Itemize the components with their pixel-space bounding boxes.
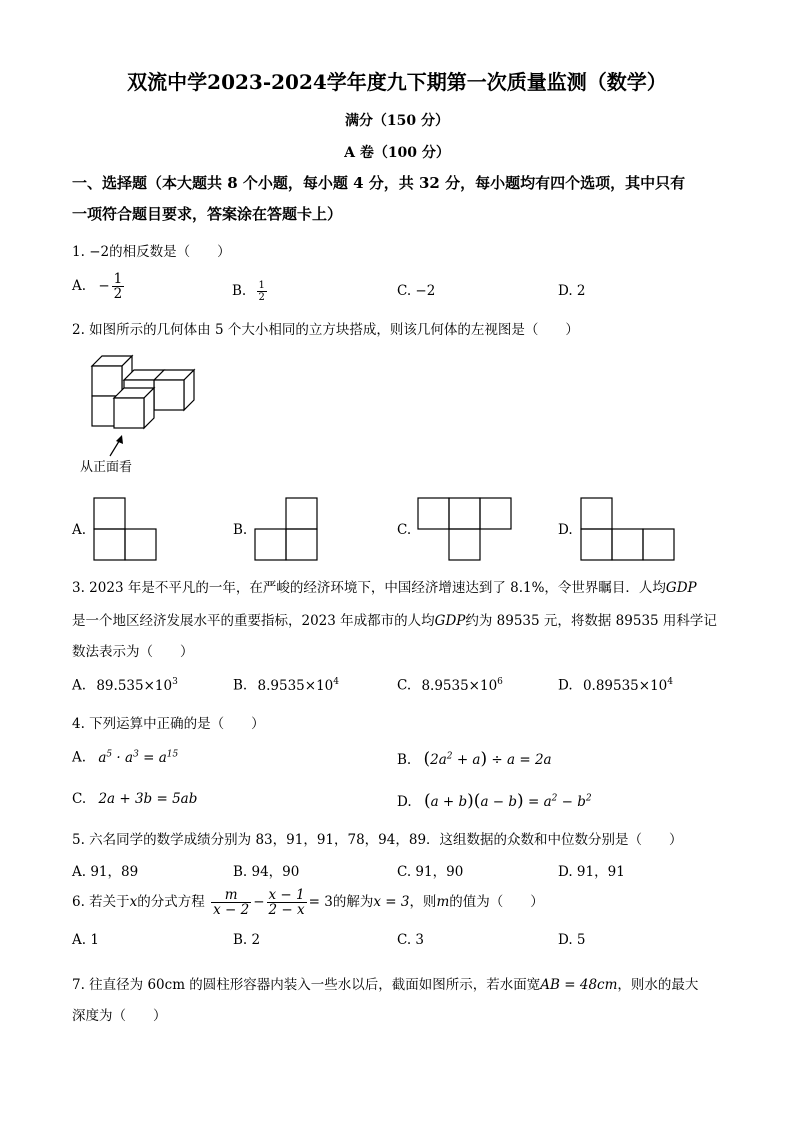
q1-number: 1. [72,244,85,260]
q4-c-expression: 2a + 3b = 5ab [98,791,198,807]
q2-option-b-figure[interactable] [254,497,318,561]
exponent: 6 [497,677,503,687]
numerator: m [211,888,251,903]
q6-option-b[interactable]: B. 2 [233,932,261,948]
q5-option-c[interactable]: C. 91，90 [397,864,464,880]
gdp-symbol: GDP [434,613,466,629]
q4-option-c[interactable] [72,791,197,807]
q4-option-b[interactable] [397,749,552,769]
q1-expression: −2 [89,244,110,260]
q6-text: 的解为 [332,894,374,910]
option-label: B. [233,677,248,694]
option-value: 89.535×10 [96,677,173,694]
numerator: 1 [113,271,123,287]
option-label: D. [397,794,412,810]
variable-x: x [129,894,138,910]
solution: x = 3 [373,894,410,910]
q2-stem: 2. 如图所示的几何体由 5 个大小相同的立方块搭成，则该几何体的左视图是（ ） [72,322,579,338]
exponent: 4 [333,677,339,687]
water-width: AB = 48cm [540,977,618,993]
option-label: B. [397,752,412,768]
q3-stem-line1 [72,576,697,596]
q2-option-a-figure[interactable] [93,497,157,561]
section-1-heading-line2: 一项符合题目要求，答案涂在答题卡上） [72,205,343,223]
q2-option-d-label[interactable]: D. [558,522,573,538]
q3-text: 约为 89535 元，将数据 89535 用科学记 [465,613,717,629]
fraction [257,280,267,303]
gdp-symbol: GDP [665,580,697,596]
view-direction-arrow-icon [108,434,128,458]
q1-option-c[interactable]: C. −2 [397,283,436,299]
q5-option-d[interactable]: D. 91，91 [558,864,625,880]
denominator: 2 − x [268,902,305,918]
section-1-heading-line1: 一、选择题（本大题共 8 个小题，每小题 4 分，共 32 分，每小题均有四个选项，其中只有 [72,174,686,192]
q2-option-a-label[interactable]: A. [72,522,87,538]
q3-text: 是一个地区经济发展水平的重要指标，2023 年成都市的人均 [72,613,435,629]
q4-stem: 4. 下列运算中正确的是（ ） [72,716,265,732]
q1-text: 的相反数是（ ） [109,244,231,260]
q4-a-expression: $a^5 \cdot a^3 = a^{15}$ [98,749,179,766]
q3-option-b[interactable] [233,677,339,694]
numerator: x − 1 [268,887,305,903]
q2-option-d-figure[interactable] [580,497,675,561]
q7-stem-line1 [72,973,698,993]
full-score: 满分（150 分） [344,113,450,129]
option-label: B. [232,283,247,299]
q2-option-b-label[interactable]: B. [233,522,248,538]
q5-option-a[interactable]: A. 91，89 [72,864,139,880]
q2-option-c-figure[interactable] [417,497,512,561]
option-label: D. [558,677,573,694]
q3-stem-line3: 数法表示为（ ） [72,644,194,660]
option-label: A. [72,278,87,294]
q3-stem-line2 [72,609,717,629]
q6-text: ，则 [409,894,437,910]
q1-stem [72,240,231,260]
option-value: 8.9535×10 [257,677,334,694]
q4-b-expression: $(2a^2 + a) \div a = 2a$ [423,749,552,769]
q5-stem: 5. 六名同学的数学成绩分别为 83，91，91，78，94，89．这组数据的众数和中位数分别是（ ） [72,832,683,848]
q6-option-d[interactable]: D. 5 [558,932,586,948]
option-label: C. [397,677,412,694]
denominator: x − 2 [213,902,250,918]
q6-text: 的分式方程 [137,894,205,910]
fraction-x-minus-1-over-2-minus-x [267,888,307,917]
q2-option-c-label[interactable]: C. [397,522,412,538]
q4-d-expression: $(a + b)(a - b) = a^2 - b^2$ [423,791,592,811]
option-value: 0.89535×10 [582,677,668,694]
fraction [112,272,125,301]
solid-figure [90,352,205,432]
q3-option-c[interactable] [397,677,503,694]
denominator: 2 [113,286,123,302]
q3-option-d[interactable] [558,677,673,694]
paper-a-label: A 卷（100 分） [344,145,450,161]
minus-sign: − [98,278,110,294]
denominator: 2 [258,292,265,303]
q5-option-b[interactable]: B. 94，90 [233,864,300,880]
q1-option-d[interactable]: D. 2 [558,283,586,299]
q1-option-b[interactable] [232,280,269,303]
q7-text: ，则水的最大 [617,977,699,993]
q6-option-c[interactable]: C. 3 [397,932,425,948]
q3-text: 3. 2023 年是不平凡的一年，在严峻的经济环境下，中国经济增速达到了 8.1%，令世界瞩目．人均 [72,580,666,596]
q6-text: 的值为（ ） [449,894,544,910]
numerator: 1 [258,280,265,291]
fraction-m-over-x-minus-2 [211,888,251,917]
q3-option-a[interactable] [72,677,178,694]
q6-stem: 6. 若关于x的分式方程 $\frac{m}{x - 2}$ − $\frac{x - 1}{2 - x}$ = 3的解为x = 3，则m的值为（ ） [72,887,544,918]
q6-option-a[interactable]: A. 1 [72,932,99,948]
option-label: C. [72,791,87,807]
exponent: 3 [172,677,178,687]
exponent: 4 [667,677,673,687]
option-label: A. [72,677,87,694]
q6-text: 6. 若关于 [72,894,130,910]
variable-m: m [436,894,450,910]
q1-option-a[interactable] [72,272,126,301]
q4-option-a[interactable] [72,749,178,766]
equals-three: = 3 [308,894,333,910]
option-label: A. [72,749,87,766]
q7-text: 7. 往直径为 60cm 的圆柱形容器内装入一些水以后，截面如图所示，若水面宽 [72,977,541,993]
q4-option-d[interactable] [397,791,592,811]
option-value: 8.9535×10 [421,677,498,694]
page-title: 双流中学2023-2024学年度九下期第一次质量监测（数学） [127,70,667,94]
q7-stem-line2: 深度为（ ） [72,1008,167,1024]
front-view-label: 从正面看 [80,460,133,475]
